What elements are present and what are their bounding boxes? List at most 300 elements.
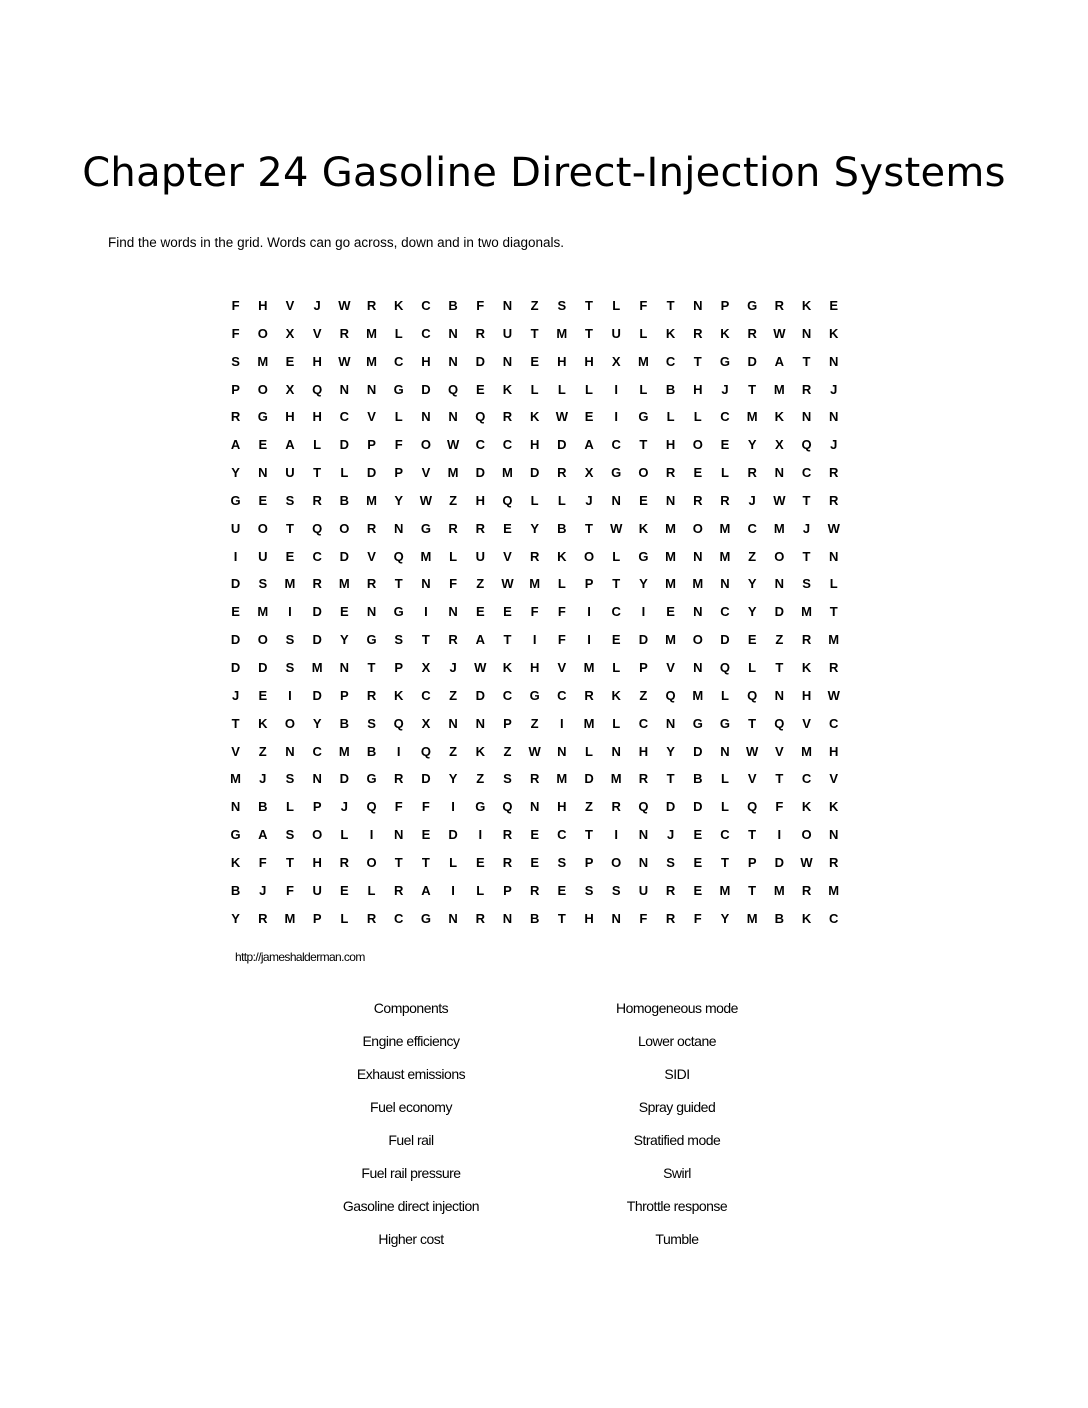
grid-letter: D bbox=[230, 576, 241, 592]
grid-letter: E bbox=[530, 854, 539, 870]
grid-letter: W bbox=[338, 298, 351, 313]
grid-letter: Y bbox=[747, 576, 757, 592]
grid-letter: S bbox=[802, 576, 811, 592]
grid-letter: H bbox=[529, 659, 540, 675]
grid-letter: P bbox=[584, 576, 594, 592]
grid-letter: C bbox=[475, 437, 485, 453]
grid-letter: U bbox=[258, 548, 268, 564]
grid-letter: X bbox=[611, 353, 621, 369]
word-list-right bbox=[557, 998, 797, 1262]
grid-letter: H bbox=[421, 353, 431, 369]
grid-letter: T bbox=[829, 604, 838, 620]
grid-letter: V bbox=[231, 743, 240, 759]
grid-letter: F bbox=[557, 632, 566, 648]
grid-letter: Y bbox=[312, 715, 322, 731]
grid-letter: N bbox=[448, 715, 458, 731]
grid-letter: Y bbox=[394, 492, 404, 508]
grid-letter: O bbox=[312, 827, 323, 843]
grid-letter: A bbox=[774, 353, 785, 369]
grid-letter: T bbox=[557, 910, 566, 926]
grid-letter: L bbox=[585, 381, 593, 397]
grid-letter: B bbox=[339, 715, 350, 731]
grid-letter: C bbox=[312, 548, 322, 564]
grid-letter: I bbox=[424, 604, 428, 620]
grid-letter: A bbox=[285, 437, 295, 453]
grid-letter: P bbox=[747, 854, 757, 870]
grid-letter: I bbox=[288, 687, 292, 703]
grid-letter: I bbox=[478, 827, 483, 843]
grid-letter: X bbox=[775, 437, 784, 453]
grid-letter: H bbox=[801, 687, 812, 703]
grid-letter: N bbox=[693, 548, 703, 564]
grid-letter: I bbox=[532, 632, 537, 648]
grid-letter: Q bbox=[747, 799, 758, 815]
grid-letter: V bbox=[802, 715, 811, 731]
grid-letter: S bbox=[285, 492, 295, 508]
grid-letter: W bbox=[827, 687, 840, 703]
grid-letter: E bbox=[666, 604, 675, 620]
grid-letter: S bbox=[394, 632, 404, 648]
grid-letter: E bbox=[720, 437, 730, 453]
grid-letter: M bbox=[230, 771, 242, 787]
grid-letter: I bbox=[587, 604, 591, 620]
grid-letter: W bbox=[555, 409, 568, 425]
grid-letter: J bbox=[666, 827, 675, 843]
grid-letter: D bbox=[421, 771, 431, 787]
grid-letter: G bbox=[719, 715, 731, 731]
word-list-item: Fuel rail bbox=[388, 1132, 434, 1148]
grid-letter: M bbox=[366, 492, 377, 508]
grid-letter: D bbox=[747, 353, 757, 369]
grid-letter: K bbox=[394, 298, 404, 313]
grid-letter: I bbox=[451, 882, 455, 898]
grid-letter: R bbox=[584, 687, 594, 703]
grid-letter: E bbox=[693, 882, 703, 898]
grid-letter: N bbox=[638, 827, 649, 843]
grid-letter: Q bbox=[448, 381, 459, 397]
grid-letter: E bbox=[747, 632, 757, 648]
grid-letter: C bbox=[720, 409, 730, 425]
grid-letter: M bbox=[338, 576, 350, 592]
grid-letter: N bbox=[829, 548, 839, 564]
grid-letter: B bbox=[774, 910, 785, 926]
grid-letter: L bbox=[394, 325, 403, 341]
grid-letter: K bbox=[529, 409, 540, 425]
grid-letter: R bbox=[529, 882, 540, 898]
grid-letter: T bbox=[585, 298, 593, 313]
grid-letter: T bbox=[775, 659, 784, 675]
grid-letter: D bbox=[774, 854, 785, 870]
grid-letter: C bbox=[720, 827, 730, 843]
grid-letter: L bbox=[285, 799, 294, 815]
grid-letter: E bbox=[340, 604, 349, 620]
grid-letter: Q bbox=[638, 799, 649, 815]
grid-letter: I bbox=[614, 827, 619, 843]
grid-letter: J bbox=[259, 771, 267, 787]
grid-letter: T bbox=[585, 827, 593, 843]
grid-letter: B bbox=[339, 492, 350, 508]
grid-letter: M bbox=[665, 520, 677, 536]
grid-letter: C bbox=[557, 687, 567, 703]
grid-letter: V bbox=[747, 771, 757, 787]
grid-letter: B bbox=[230, 882, 241, 898]
grid-letter: G bbox=[692, 715, 703, 731]
grid-letter: G bbox=[747, 298, 758, 313]
grid-letter: Q bbox=[312, 520, 323, 536]
grid-letter: E bbox=[285, 548, 295, 564]
grid-letter: E bbox=[503, 604, 512, 620]
grid-letter: R bbox=[502, 827, 513, 843]
grid-letter: S bbox=[557, 298, 567, 313]
grid-letter: T bbox=[775, 771, 784, 787]
grid-letter: N bbox=[475, 715, 485, 731]
grid-letter: Z bbox=[775, 632, 784, 648]
grid-letter: N bbox=[230, 799, 241, 815]
grid-letter: P bbox=[503, 715, 512, 731]
grid-letter: T bbox=[802, 548, 811, 564]
letter-grid bbox=[222, 292, 847, 932]
grid-letter: J bbox=[259, 882, 267, 898]
grid-letter: N bbox=[720, 743, 730, 759]
grid-letter: N bbox=[312, 771, 322, 787]
grid-letter: W bbox=[746, 743, 759, 759]
grid-letter: G bbox=[638, 548, 649, 564]
grid-letter: I bbox=[288, 604, 292, 620]
grid-letter: L bbox=[612, 715, 621, 731]
grid-letter: L bbox=[313, 437, 322, 453]
grid-letter: C bbox=[638, 715, 649, 731]
grid-letter: F bbox=[476, 298, 485, 313]
grid-letter: B bbox=[557, 520, 567, 536]
grid-letter: G bbox=[611, 465, 622, 481]
grid-letter: C bbox=[394, 353, 404, 369]
grid-letter: L bbox=[476, 882, 485, 898]
grid-letter: Q bbox=[366, 799, 377, 815]
grid-letter: Z bbox=[476, 771, 485, 787]
grid-letter: P bbox=[312, 799, 322, 815]
grid-letter: C bbox=[502, 687, 513, 703]
grid-letter: Q bbox=[665, 687, 676, 703]
word-list-item: Fuel rail pressure bbox=[361, 1165, 461, 1181]
grid-letter: K bbox=[258, 715, 268, 731]
grid-letter: O bbox=[638, 465, 649, 481]
grid-letter: F bbox=[693, 910, 702, 926]
grid-letter: R bbox=[829, 492, 839, 508]
grid-letter: M bbox=[366, 325, 377, 341]
grid-letter: K bbox=[230, 854, 241, 870]
grid-letter: K bbox=[801, 910, 812, 926]
grid-letter: Z bbox=[449, 687, 458, 703]
grid-letter: C bbox=[665, 353, 676, 369]
grid-letter: D bbox=[312, 632, 322, 648]
grid-letter: H bbox=[665, 437, 676, 453]
grid-letter: N bbox=[557, 743, 567, 759]
grid-letter: R bbox=[801, 381, 812, 397]
grid-letter: B bbox=[258, 799, 268, 815]
grid-letter: N bbox=[529, 799, 540, 815]
grid-letter: I bbox=[451, 799, 455, 815]
grid-letter: H bbox=[584, 910, 594, 926]
word-list-item: Lower octane bbox=[637, 1033, 717, 1049]
grid-letter: E bbox=[693, 827, 703, 843]
grid-letter: F bbox=[285, 882, 294, 898]
grid-letter: U bbox=[638, 882, 649, 898]
grid-letter: O bbox=[257, 520, 268, 536]
grid-letter: R bbox=[394, 771, 404, 787]
grid-letter: R bbox=[611, 799, 621, 815]
grid-letter: N bbox=[720, 576, 730, 592]
grid-letter: V bbox=[829, 771, 839, 787]
grid-letter: T bbox=[802, 492, 811, 508]
grid-letter: D bbox=[339, 771, 350, 787]
grid-letter: L bbox=[530, 381, 539, 397]
grid-letter: R bbox=[665, 882, 676, 898]
grid-letter: C bbox=[394, 910, 404, 926]
grid-letter: C bbox=[611, 437, 621, 453]
grid-letter: R bbox=[448, 632, 458, 648]
grid-letter: T bbox=[585, 520, 593, 536]
word-list-item: Swirl bbox=[663, 1165, 691, 1181]
grid-letter: Q bbox=[747, 687, 758, 703]
grid-letter: O bbox=[774, 548, 785, 564]
grid-letter: T bbox=[666, 771, 675, 787]
grid-letter: F bbox=[394, 799, 403, 815]
grid-letter: M bbox=[773, 381, 785, 397]
grid-letter: Z bbox=[530, 715, 539, 731]
grid-letter: S bbox=[666, 854, 675, 870]
grid-letter: F bbox=[421, 799, 430, 815]
grid-letter: F bbox=[449, 576, 458, 592]
grid-letter: K bbox=[638, 520, 649, 536]
grid-letter: R bbox=[258, 910, 268, 926]
grid-letter: Y bbox=[747, 437, 757, 453]
grid-letter: T bbox=[394, 854, 403, 870]
grid-letter: C bbox=[421, 325, 431, 341]
grid-letter: V bbox=[367, 409, 376, 425]
grid-letter: X bbox=[421, 715, 431, 731]
grid-letter: I bbox=[614, 409, 619, 425]
grid-letter: K bbox=[829, 325, 839, 341]
grid-letter: Z bbox=[530, 298, 539, 313]
grid-letter: M bbox=[773, 520, 785, 536]
grid-letter: D bbox=[230, 632, 241, 648]
grid-letter: J bbox=[830, 381, 838, 397]
grid-letter: W bbox=[773, 492, 786, 508]
grid-letter: J bbox=[830, 437, 838, 453]
grid-letter: N bbox=[801, 325, 812, 341]
grid-letter: N bbox=[665, 492, 676, 508]
grid-letter: M bbox=[420, 548, 432, 564]
grid-letter: S bbox=[258, 576, 268, 592]
grid-letter: D bbox=[529, 465, 540, 481]
grid-letter: L bbox=[340, 465, 349, 481]
grid-letter: J bbox=[748, 492, 756, 508]
grid-letter: D bbox=[312, 687, 322, 703]
grid-letter: Q bbox=[502, 492, 513, 508]
source-url: http://jameshalderman.com bbox=[235, 950, 365, 964]
grid-letter: R bbox=[557, 465, 567, 481]
grid-letter: M bbox=[828, 632, 840, 648]
grid-letter: T bbox=[666, 298, 675, 313]
grid-letter: D bbox=[339, 548, 350, 564]
grid-letter: I bbox=[369, 827, 374, 843]
grid-letter: N bbox=[829, 409, 839, 425]
grid-letter: K bbox=[801, 799, 812, 815]
grid-letter: R bbox=[693, 325, 703, 341]
word-list-item: Components bbox=[373, 1000, 449, 1016]
word-list-item: Fuel economy bbox=[370, 1099, 452, 1115]
grid-letter: C bbox=[339, 409, 350, 425]
grid-letter: X bbox=[584, 465, 594, 481]
grid-letter: H bbox=[693, 381, 703, 397]
grid-letter: D bbox=[720, 632, 730, 648]
grid-letter: A bbox=[230, 437, 241, 453]
grid-letter: N bbox=[611, 743, 621, 759]
grid-letter: N bbox=[665, 715, 676, 731]
grid-letter: Z bbox=[748, 548, 757, 564]
grid-letter: R bbox=[339, 325, 350, 341]
grid-letter: F bbox=[231, 298, 240, 313]
grid-letter: P bbox=[394, 659, 404, 675]
grid-letter: Q bbox=[393, 548, 404, 564]
grid-letter: R bbox=[475, 520, 485, 536]
grid-letter: H bbox=[312, 353, 322, 369]
grid-letter: N bbox=[421, 576, 431, 592]
grid-letter: R bbox=[366, 910, 377, 926]
grid-letter: T bbox=[530, 325, 539, 341]
grid-letter: G bbox=[257, 409, 268, 425]
grid-letter: M bbox=[583, 715, 595, 731]
grid-letter: R bbox=[529, 548, 540, 564]
grid-letter: T bbox=[285, 854, 294, 870]
word-list-item: SIDI bbox=[664, 1066, 690, 1082]
grid-letter: Q bbox=[502, 799, 513, 815]
grid-letter: J bbox=[721, 381, 729, 397]
word-list-left bbox=[291, 998, 531, 1262]
grid-letter: K bbox=[394, 687, 404, 703]
grid-letter: R bbox=[366, 520, 377, 536]
grid-letter: T bbox=[285, 520, 294, 536]
grid-letter: V bbox=[367, 548, 376, 564]
grid-letter: J bbox=[802, 520, 811, 536]
grid-letter: Y bbox=[340, 632, 349, 648]
grid-letter: N bbox=[394, 827, 404, 843]
grid-letter: W bbox=[827, 520, 840, 536]
grid-letter: Z bbox=[585, 799, 593, 815]
word-list-item: Engine efficiency bbox=[362, 1033, 460, 1049]
grid-letter: T bbox=[367, 659, 376, 675]
grid-letter: T bbox=[421, 632, 430, 648]
grid-letter: M bbox=[665, 632, 677, 648]
grid-letter: E bbox=[829, 298, 839, 313]
grid-letter: R bbox=[366, 687, 377, 703]
grid-letter: V bbox=[312, 325, 322, 341]
grid-letter: G bbox=[638, 409, 649, 425]
grid-letter: U bbox=[611, 325, 621, 341]
grid-letter: V bbox=[557, 659, 567, 675]
grid-letter: T bbox=[421, 854, 430, 870]
grid-letter: D bbox=[693, 743, 703, 759]
grid-letter: S bbox=[503, 771, 512, 787]
grid-letter: N bbox=[448, 353, 458, 369]
word-list-item: Homogeneous mode bbox=[616, 1000, 738, 1016]
grid-letter: K bbox=[611, 687, 621, 703]
grid-letter: R bbox=[475, 325, 485, 341]
grid-letter: M bbox=[556, 771, 568, 787]
grid-letter: F bbox=[639, 910, 648, 926]
grid-letter: E bbox=[584, 409, 594, 425]
grid-letter: Z bbox=[449, 743, 458, 759]
grid-letter: R bbox=[230, 409, 241, 425]
grid-letter: R bbox=[475, 910, 485, 926]
grid-letter: R bbox=[829, 465, 839, 481]
grid-letter: K bbox=[502, 659, 513, 675]
grid-letter: M bbox=[583, 659, 595, 675]
grid-letter: O bbox=[257, 325, 268, 341]
grid-letter: F bbox=[394, 437, 403, 453]
grid-letter: X bbox=[285, 381, 295, 397]
grid-letter: U bbox=[285, 465, 295, 481]
grid-letter: R bbox=[366, 576, 377, 592]
grid-letter: D bbox=[230, 659, 241, 675]
grid-letter: R bbox=[801, 632, 812, 648]
grid-letter: O bbox=[257, 632, 268, 648]
grid-letter: U bbox=[475, 548, 485, 564]
grid-letter: Y bbox=[231, 910, 240, 926]
grid-letter: R bbox=[829, 659, 839, 675]
grid-letter: P bbox=[720, 298, 730, 313]
grid-letter: N bbox=[502, 298, 513, 313]
grid-letter: N bbox=[829, 827, 839, 843]
grid-letter: Y bbox=[231, 465, 240, 481]
grid-letter: E bbox=[693, 465, 703, 481]
grid-letter: C bbox=[747, 520, 757, 536]
grid-letter: E bbox=[258, 492, 268, 508]
page-title: Chapter 24 Gasoline Direct-Injection Systems bbox=[82, 150, 1006, 196]
grid-letter: H bbox=[638, 743, 649, 759]
grid-letter: K bbox=[720, 325, 730, 341]
grid-letter: R bbox=[638, 771, 649, 787]
grid-letter: N bbox=[611, 910, 621, 926]
word-list-item: Gasoline direct injection bbox=[342, 1198, 480, 1214]
grid-letter: R bbox=[339, 854, 350, 870]
grid-letter: T bbox=[748, 882, 757, 898]
grid-letter: Z bbox=[476, 576, 485, 592]
grid-letter: E bbox=[475, 604, 485, 620]
grid-letter: L bbox=[530, 492, 539, 508]
grid-letter: J bbox=[231, 687, 240, 703]
grid-letter: L bbox=[394, 409, 403, 425]
grid-letter: M bbox=[665, 576, 677, 592]
grid-letter: T bbox=[503, 632, 512, 648]
grid-letter: M bbox=[719, 548, 731, 564]
grid-letter: Q bbox=[719, 659, 731, 675]
grid-letter: U bbox=[230, 520, 241, 536]
grid-letter: M bbox=[257, 604, 269, 620]
grid-letter: S bbox=[611, 882, 621, 898]
grid-letter: O bbox=[257, 381, 268, 397]
grid-letter: C bbox=[421, 687, 431, 703]
grid-letter: E bbox=[639, 492, 648, 508]
grid-letter: B bbox=[366, 743, 377, 759]
grid-letter: T bbox=[748, 715, 757, 731]
grid-letter: Y bbox=[747, 604, 757, 620]
grid-letter: D bbox=[339, 437, 350, 453]
grid-letter: Z bbox=[639, 687, 648, 703]
grid-letter: E bbox=[340, 882, 349, 898]
grid-letter: T bbox=[693, 353, 702, 369]
grid-letter: M bbox=[610, 771, 622, 787]
